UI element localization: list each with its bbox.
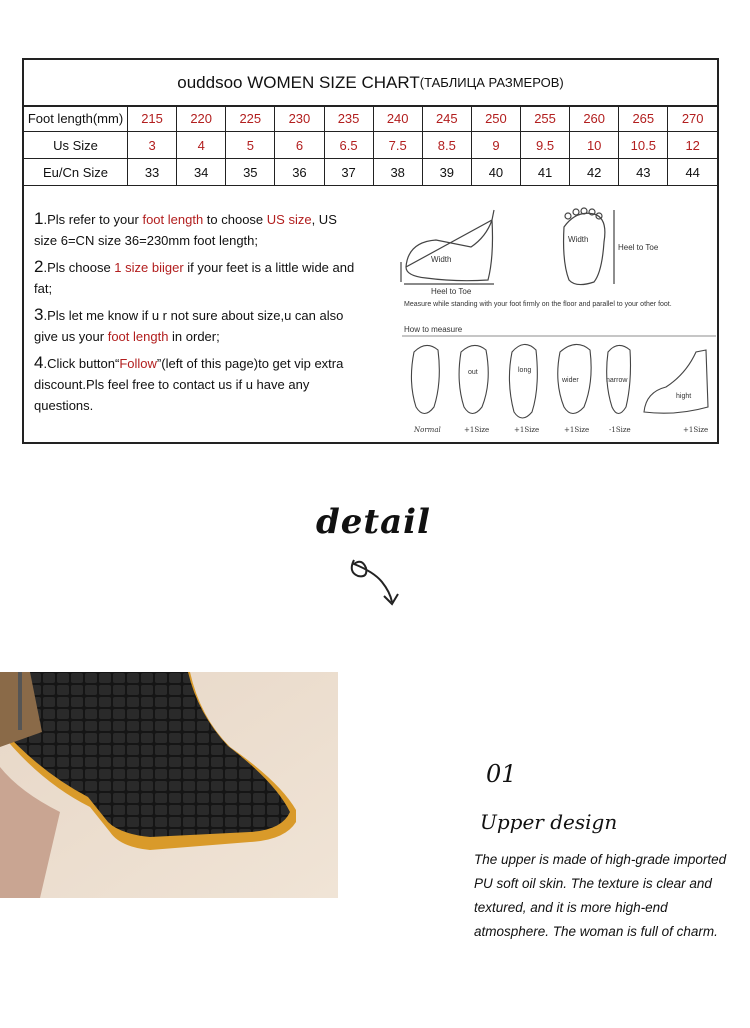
size-cell: 220: [177, 105, 226, 132]
detail-description: The upper is made of high-grade imported PU soft oil skin. The texture is clear and textured, and it is more high-end atmosphere. The woman is full of charm.: [474, 852, 727, 939]
size-cell: 37: [324, 159, 373, 186]
size-cell: 5: [226, 132, 275, 159]
note-text: to choose: [203, 212, 267, 227]
size-cell: 44: [668, 159, 717, 186]
note-number: 4: [34, 353, 44, 372]
caption-out: +1Size: [464, 426, 490, 434]
caption-hight: +1Size: [683, 426, 709, 434]
size-row: [24, 132, 717, 159]
size-cell: 33: [128, 159, 177, 186]
size-cell: 9: [471, 132, 520, 159]
foot-captions: [413, 426, 708, 434]
size-table: [24, 105, 717, 186]
size-chart-title-sub: (ТАБЛИЦА РАЗМЕРОВ): [419, 75, 564, 90]
size-cell: 240: [373, 105, 422, 132]
size-cell: 4: [177, 132, 226, 159]
caption-wider: +1Size: [564, 426, 590, 434]
size-cell: 3: [128, 132, 177, 159]
size-cell: 10: [570, 132, 619, 159]
tag-out: out: [468, 369, 478, 376]
detail-heading: detail: [316, 502, 431, 542]
size-cell: 7.5: [373, 132, 422, 159]
size-notes: [34, 208, 359, 421]
note-highlight: foot length: [142, 212, 204, 227]
note-highlight: US size: [266, 212, 312, 227]
product-photo: [0, 672, 338, 898]
detail-title: Upper design: [480, 810, 618, 834]
size-row: [24, 105, 717, 132]
foot-normal: [411, 345, 439, 413]
side-heel-to-toe-label: Heel to Toe: [431, 287, 472, 296]
size-cell: 235: [324, 105, 373, 132]
measure-note: Measure while standing with your foot firmly on the floor and parallel to your other foot.: [404, 301, 672, 308]
top-width-label: Width: [568, 235, 589, 244]
foot-long: [509, 344, 537, 418]
how-to-measure-label: How to measure: [404, 325, 463, 334]
foot-hight: [644, 350, 708, 413]
size-cell: 40: [471, 159, 520, 186]
foot-out: [459, 345, 488, 413]
curly-arrow-icon: [344, 552, 404, 608]
side-foot-drawing: [401, 210, 494, 284]
size-cell: 230: [275, 105, 324, 132]
boot-image: [0, 672, 338, 898]
note-number: 1: [34, 209, 44, 228]
detail-number: 01: [486, 760, 517, 788]
tag-hight: hight: [676, 393, 692, 400]
note-number: 3: [34, 305, 44, 324]
size-cell: 42: [570, 159, 619, 186]
note-text: .Pls choose: [43, 260, 115, 275]
size-cell: 8.5: [422, 132, 471, 159]
note-highlight: Follow: [119, 356, 157, 371]
size-cell: 215: [128, 105, 177, 132]
note-text: if your feet is a little wide and fat;: [34, 260, 355, 296]
size-cell: 35: [226, 159, 275, 186]
size-cell: 6.5: [324, 132, 373, 159]
note-item: [34, 304, 359, 347]
size-row-label: Us Size: [24, 132, 128, 159]
note-item: [34, 208, 359, 251]
size-cell: 245: [422, 105, 471, 132]
tag-long: long: [518, 367, 532, 374]
caption-normal: Normal: [414, 426, 441, 434]
size-chart: [22, 58, 719, 444]
size-cell: 265: [619, 105, 668, 132]
caption-long: +1Size: [514, 426, 540, 434]
size-cell: 10.5: [619, 132, 668, 159]
note-text: .Click button“: [43, 356, 120, 371]
tag-wider: wider: [562, 377, 579, 384]
size-cell: 12: [668, 132, 717, 159]
caption-narrow: -1Size: [609, 426, 631, 434]
note-text: , US size 6=CN size 36=230mm foot length;: [34, 212, 337, 248]
note-text: .Pls refer to your: [43, 212, 143, 227]
note-item: [34, 352, 359, 416]
size-cell: 41: [521, 159, 570, 186]
size-row-label: Eu/Cn Size: [24, 159, 128, 186]
size-cell: 36: [275, 159, 324, 186]
size-row: [24, 159, 717, 186]
size-chart-title: [24, 60, 717, 107]
top-heel-to-toe-label: Heel to Toe: [618, 243, 659, 252]
size-cell: 225: [226, 105, 275, 132]
note-highlight: 1 size biiger: [114, 260, 184, 275]
note-item: [34, 256, 359, 299]
top-foot-drawing: [564, 208, 614, 285]
size-cell: 250: [471, 105, 520, 132]
note-number: 2: [34, 257, 44, 276]
size-cell: 43: [619, 159, 668, 186]
note-text: in order;: [168, 329, 220, 344]
note-highlight: foot length: [107, 329, 169, 344]
note-text: ”(left of this page)to get vip extra discount.Pls feel free to contact us if u have any questions.: [34, 356, 344, 413]
size-cell: 260: [570, 105, 619, 132]
size-cell: 38: [373, 159, 422, 186]
size-cell: 39: [422, 159, 471, 186]
size-chart-title-main: ouddsoo WOMEN SIZE CHART: [177, 72, 420, 92]
size-cell: 255: [521, 105, 570, 132]
side-width-label: Width: [431, 255, 452, 264]
size-cell: 9.5: [521, 132, 570, 159]
size-cell: 34: [177, 159, 226, 186]
size-cell: 270: [668, 105, 717, 132]
tag-narrow: narrow: [606, 377, 628, 384]
size-row-label: Foot length(mm): [24, 105, 128, 132]
foot-measure-diagram: [376, 202, 716, 438]
size-cell: 6: [275, 132, 324, 159]
note-text: .Pls let me know if u r not sure about size,u can also give us your: [34, 308, 344, 344]
foot-outlines: [411, 344, 708, 418]
